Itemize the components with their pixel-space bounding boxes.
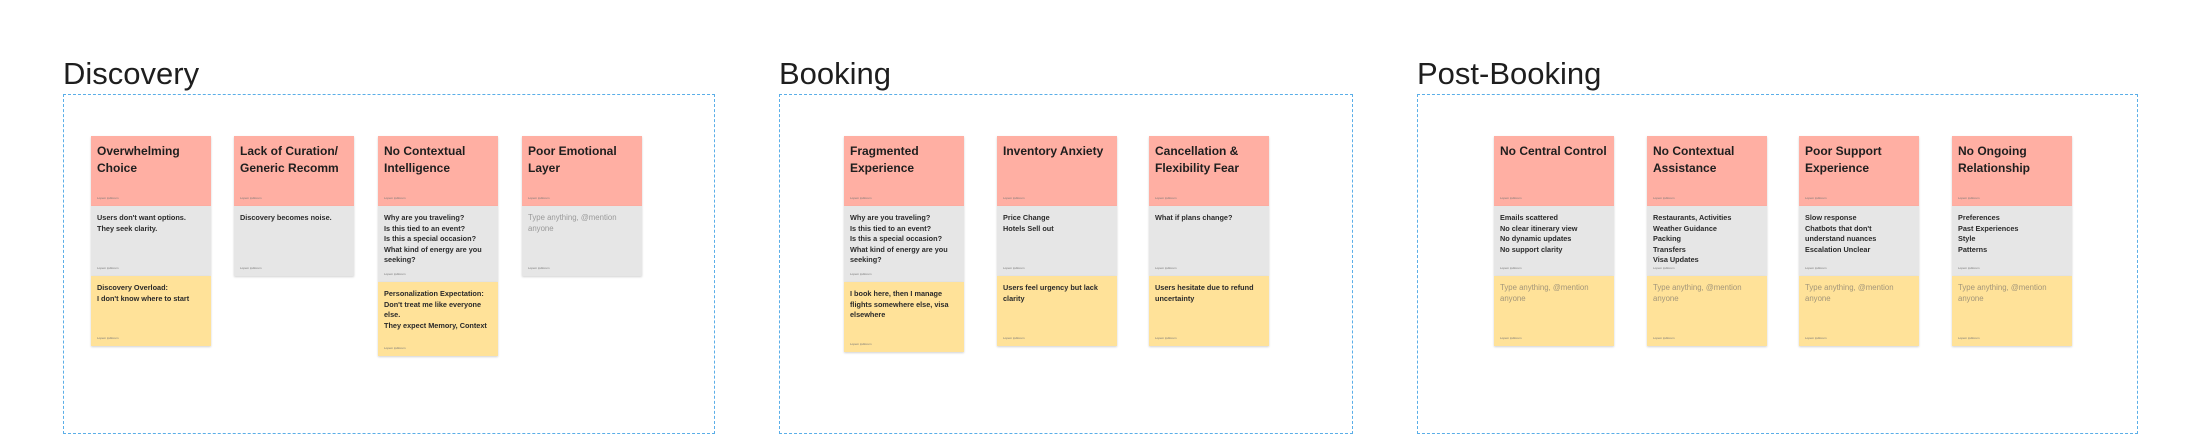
note-author-tag: Lopem ipdlorem — [850, 272, 872, 276]
sticky-note-problem[interactable] — [91, 136, 211, 206]
note-author-tag: Lopem ipdlorem — [850, 196, 872, 200]
note-text: Users hesitate due to refund uncertainty — [1155, 283, 1254, 303]
sticky-note-detail[interactable] — [91, 206, 211, 276]
note-text: Price Change Hotels Sell out — [1003, 213, 1054, 233]
note-title: No Ongoing Relationship — [1958, 144, 2031, 175]
sticky-note-problem[interactable] — [234, 136, 354, 206]
card-column — [1799, 136, 1919, 346]
note-author-tag: Lopem ipdlorem — [1155, 196, 1177, 200]
note-text: Emails scattered No clear itinerary view No dynamic updates No support clarity — [1500, 213, 1578, 254]
sticky-note-detail[interactable] — [378, 206, 498, 282]
note-text: Discovery becomes noise. — [240, 213, 332, 222]
note-title: No Central Control — [1500, 144, 1607, 158]
note-author-tag: Lopem ipdlorem — [384, 346, 406, 350]
note-text: Why are you traveling? Is this tied to an event? Is this a special occasion? What kind of energy are you seeking? — [384, 213, 482, 265]
note-author-tag: Lopem ipdlorem — [240, 266, 262, 270]
note-author-tag: Lopem ipdlorem — [528, 266, 550, 270]
note-author-tag: Lopem ipdlorem — [1155, 336, 1177, 340]
note-title: No Contextual Intelligence — [384, 144, 466, 175]
sticky-note-detail[interactable] — [234, 206, 354, 276]
note-author-tag: Lopem ipdlorem — [1003, 196, 1025, 200]
note-author-tag: Lopem ipdlorem — [528, 196, 550, 200]
card-column — [91, 136, 211, 346]
note-author-tag: Lopem ipdlorem — [384, 196, 406, 200]
sticky-note-insight[interactable] — [1647, 276, 1767, 346]
note-author-tag: Lopem ipdlorem — [1155, 266, 1177, 270]
note-text: Slow response Chatbots that don't understand nuances Escalation Unclear — [1805, 213, 1877, 254]
note-author-tag: Lopem ipdlorem — [1958, 196, 1980, 200]
sticky-note-detail[interactable] — [522, 206, 642, 276]
sticky-note-detail[interactable] — [1799, 206, 1919, 276]
note-placeholder-text[interactable]: Type anything, @mention anyone — [1958, 283, 2047, 303]
card-column — [1494, 136, 1614, 346]
note-author-tag: Lopem ipdlorem — [384, 272, 406, 276]
note-text: Users feel urgency but lack clarity — [1003, 283, 1098, 303]
sticky-note-problem[interactable] — [1952, 136, 2072, 206]
note-author-tag: Lopem ipdlorem — [1958, 266, 1980, 270]
card-column — [234, 136, 354, 276]
note-author-tag: Lopem ipdlorem — [97, 266, 119, 270]
note-text: Discovery Overload: I don't know where to start — [97, 283, 190, 303]
note-author-tag: Lopem ipdlorem — [850, 342, 872, 346]
note-author-tag: Lopem ipdlorem — [240, 196, 262, 200]
sticky-note-detail[interactable] — [844, 206, 964, 282]
sticky-note-insight[interactable] — [844, 282, 964, 352]
note-text: Preferences Past Experiences Style Patterns — [1958, 213, 2019, 254]
sticky-note-detail[interactable] — [1647, 206, 1767, 276]
note-title: Poor Emotional Layer — [528, 144, 617, 175]
note-author-tag: Lopem ipdlorem — [1805, 196, 1827, 200]
card-column — [997, 136, 1117, 346]
card-column — [1952, 136, 2072, 346]
note-author-tag: Lopem ipdlorem — [1805, 336, 1827, 340]
note-text: Users don't want options. They seek clarity. — [97, 213, 186, 233]
sticky-note-detail[interactable] — [1149, 206, 1269, 276]
note-title: Inventory Anxiety — [1003, 144, 1104, 158]
note-text: What if plans change? — [1155, 213, 1233, 222]
section-title-discovery: Discovery — [63, 56, 200, 91]
note-title: No Contextual Assistance — [1653, 144, 1735, 175]
note-placeholder-text[interactable]: Type anything, @mention anyone — [1805, 283, 1894, 303]
section-title-booking: Booking — [779, 56, 892, 91]
note-author-tag: Lopem ipdlorem — [1003, 336, 1025, 340]
note-text: Why are you traveling? Is this tied to an event? Is this a special occasion? What kind of energy are you seeking? — [850, 213, 948, 265]
sticky-note-problem[interactable] — [1647, 136, 1767, 206]
note-placeholder-text[interactable]: Type anything, @mention anyone — [528, 213, 617, 233]
sticky-note-insight[interactable] — [1799, 276, 1919, 346]
note-title: Overwhelming Choice — [97, 144, 180, 175]
sticky-note-problem[interactable] — [1799, 136, 1919, 206]
sticky-note-detail[interactable] — [1952, 206, 2072, 276]
card-column — [844, 136, 964, 352]
note-author-tag: Lopem ipdlorem — [1003, 266, 1025, 270]
card-column — [378, 136, 498, 356]
sticky-note-insight[interactable] — [1952, 276, 2072, 346]
card-column — [1647, 136, 1767, 346]
card-column — [1149, 136, 1269, 346]
sticky-note-problem[interactable] — [1149, 136, 1269, 206]
sticky-note-problem[interactable] — [522, 136, 642, 206]
sticky-note-insight[interactable] — [1494, 276, 1614, 346]
note-text: I book here, then I manage flights somewhere else, visa elsewhere — [850, 289, 949, 320]
note-author-tag: Lopem ipdlorem — [1653, 196, 1675, 200]
sticky-note-problem[interactable] — [997, 136, 1117, 206]
card-column — [522, 136, 642, 276]
note-author-tag: Lopem ipdlorem — [1500, 336, 1522, 340]
section-title-post-booking: Post-Booking — [1417, 56, 1602, 91]
note-placeholder-text[interactable]: Type anything, @mention anyone — [1653, 283, 1742, 303]
sticky-note-detail[interactable] — [1494, 206, 1614, 276]
note-author-tag: Lopem ipdlorem — [97, 336, 119, 340]
sticky-note-problem[interactable] — [844, 136, 964, 206]
sticky-note-detail[interactable] — [997, 206, 1117, 276]
note-placeholder-text[interactable]: Type anything, @mention anyone — [1500, 283, 1589, 303]
note-title: Poor Support Experience — [1805, 144, 1882, 175]
sticky-note-problem[interactable] — [378, 136, 498, 206]
note-title: Cancellation & Flexibility Fear — [1155, 144, 1240, 175]
sticky-note-insight[interactable] — [91, 276, 211, 346]
sticky-note-problem[interactable] — [1494, 136, 1614, 206]
note-author-tag: Lopem ipdlorem — [1653, 336, 1675, 340]
note-title: Fragmented Experience — [850, 144, 919, 175]
note-author-tag: Lopem ipdlorem — [97, 196, 119, 200]
note-text: Personalization Expectation: Don't treat me like everyone else. They expect Memory, Context — [384, 289, 487, 330]
note-text: Restaurants, Activities Weather Guidance Packing Transfers Visa Updates — [1653, 213, 1732, 265]
sticky-note-insight[interactable] — [997, 276, 1117, 346]
sticky-note-insight[interactable] — [1149, 276, 1269, 346]
note-title: Lack of Curation/ Generic Recomm — [240, 144, 339, 175]
note-author-tag: Lopem ipdlorem — [1958, 336, 1980, 340]
sticky-note-insight[interactable] — [378, 282, 498, 356]
note-author-tag: Lopem ipdlorem — [1805, 266, 1827, 270]
note-author-tag: Lopem ipdlorem — [1653, 266, 1675, 270]
note-author-tag: Lopem ipdlorem — [1500, 266, 1522, 270]
note-author-tag: Lopem ipdlorem — [1500, 196, 1522, 200]
